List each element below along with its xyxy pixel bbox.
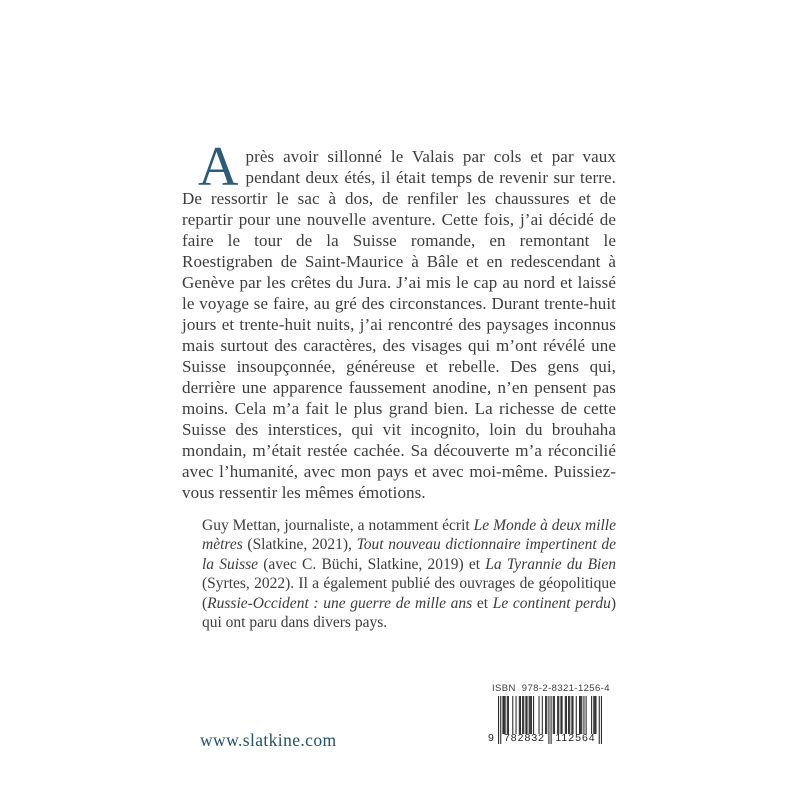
bio-book-title: La Tyrannie du Bien [485,555,616,573]
bio-book-title: Tout nouveau dictionnaire impertinent de la Suisse [202,536,617,573]
author-bio [202,516,616,632]
bio-text: Guy Mettan, journaliste, a notamment écrit [202,517,474,534]
barcode-bars [488,696,602,744]
bio-book-title: Le Monde à deux mille mètres [202,517,616,554]
bio-text: (Slatkine, 2021), [242,536,357,554]
barcode-digits-group1: 782832 [503,732,546,744]
dropcap-letter: A [198,136,239,198]
publisher-website-url: www.slatkine.com [200,730,337,750]
isbn-label-row [492,682,608,695]
synopsis-paragraph [182,136,616,503]
isbn-label: ISBN [492,683,516,694]
barcode-digits-group2: 112564 [555,732,596,744]
isbn-number: 978-2-8321-1256-4 [521,683,610,694]
synopsis-text: près avoir sillonné le Valais par cols et par vaux pendant deux étés, il était temps de revenir sur terre. De ressortir le sac à dos, de renfiler les chaussures et de repartir pour une nouvelle aventure. Cette fois, j’ai décidé de faire le tour de la Suisse romande, en remontant le Roestigraben de Saint-Maurice à Bâle et en redescendant à Genève par les crêtes du Jura. J’ai mis le cap au nord et laissé le voyage se faire, au gré des circonstances. Durant trente-huit jours et trente-huit nuits, j’ai rencontré des paysages inconnus mais surtout des caractères, des visages qui m’ont révélé une Suisse insoupçonnée, généreuse et rebelle. Des gens qui, derrière une apparence faussement anodine, n’en pensent pas moins. Cela m’a fait le plus grand bien. La richesse de cette Suisse des interstices, qui vit incognito, loin du brouhaha mondain, m’était restée cachée. Sa découverte m’a réconcilié avec l’humanité, avec mon pays et avec moi-même. Puissiez-vous ressentir les mêmes émotions. [182,147,616,502]
bio-text: (avec C. Büchi, Slatkine, 2019) et [258,555,486,573]
bio-book-title: Le continent perdu [492,594,611,612]
bio-text: (Syrtes, 2022). Il a également publié des ouvrages de géopolitique ( [202,575,616,612]
bio-text: et [472,594,493,612]
bio-book-title: Russie-Occident : une guerre de mille ans [207,594,473,612]
bio-text: ) qui ont paru dans divers pays. [202,594,617,632]
barcode-digit-leading: 9 [488,732,494,744]
isbn-barcode [488,682,610,744]
